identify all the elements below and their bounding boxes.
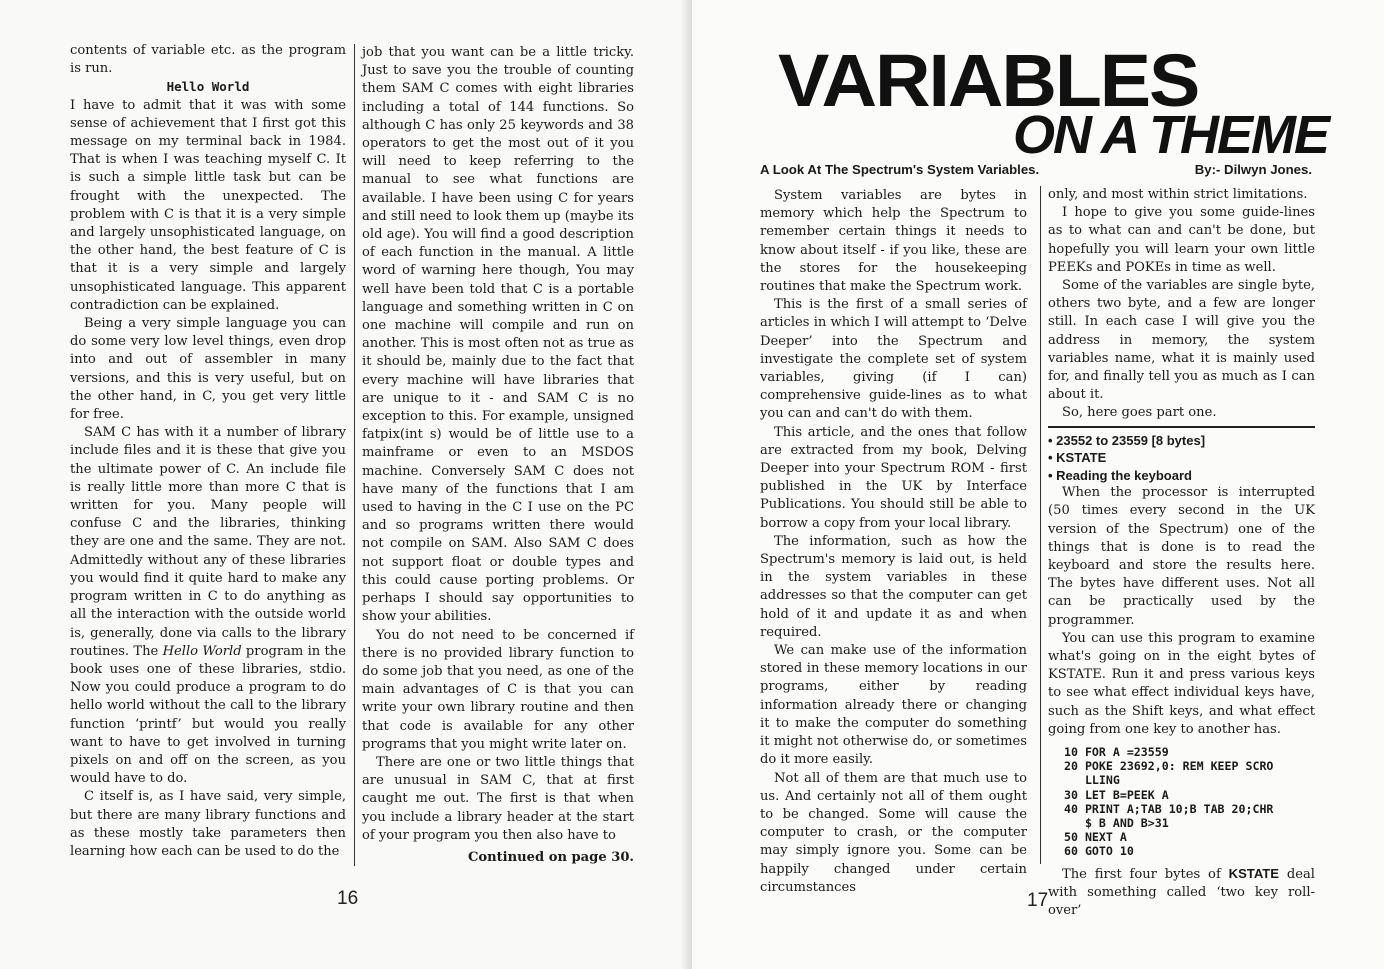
paragraph: This is the first of a small series of articles in which I will attempt to ‘Delve Deeper’ into the Spectrum and investigate the complete set of system variables, giving (if I can) comprehensive guide-lines as to what you can and can't do with them. — [760, 297, 1027, 422]
paragraph: You can use this program to examine what's going on in the eight bytes of KSTATE. Run it and press various keys to see what effect individual keys have, such as the Shift keys, and what effect going from one key to another has. — [1048, 630, 1315, 737]
page-number: 16 — [337, 888, 359, 909]
box-rule — [1048, 426, 1315, 428]
article-title-line-1: VARIABLES — [778, 39, 1199, 122]
paragraph: This article, and the ones that follow are extracted from my book, Delving Deeper into your Spectrum ROM - first published in the UK by Interface Publications. You should still be able to borrow a copy from your local library. — [760, 424, 1027, 531]
page-number: 17 — [1027, 890, 1049, 911]
italic-title: Hello World — [162, 643, 242, 659]
paragraph: only, and most within strict limitations. — [1048, 187, 1308, 202]
variable-purpose: • Reading the keyboard — [1048, 467, 1192, 483]
right-column-1 — [760, 187, 1027, 897]
strapline — [760, 162, 1312, 177]
paragraph: contents of variable etc. as the program is run. — [70, 43, 346, 77]
paragraph: The information, such as how the Spectrum's memory is laid out, is held in the system variables in these addresses so that the computer can get hold of it and update it as and when required. — [760, 533, 1027, 640]
paragraph: Some of the variables are single byte, others two byte, and a few are longer still. In each case I will give you the address in memory, the system variables name, what it is mainly used for, and finally tell you as much as I can about it. — [1048, 278, 1315, 403]
article-title-line-2: ON A THEME — [1013, 105, 1328, 165]
variable-address: • 23552 to 23559 [8 bytes] — [1048, 432, 1206, 448]
text-run: SAM C has with it a number of library include files and it is these that give you the ultimate power of C. An include file is really little more than more C that is written for you. Many people will confuse C and the libraries, thinking they are one and the same. They are not. Admittedly without any of these libraries you would find it quite hard to make any program written in C to do anything as all the interaction with the outside world is, generally, done via calls to the library routines. The — [70, 425, 346, 659]
paragraph: C itself is, as I have said, very simple, but there are many library functions and as these mostly take parameters then learning how each can be used to do the — [70, 789, 346, 859]
section-subhead: Hello World — [166, 79, 250, 95]
column-rule — [354, 44, 355, 866]
text-run: deal with something called ‘two key roll-over’ — [1048, 866, 1315, 919]
standfirst: A Look At The Spectrum's System Variables. — [760, 162, 1040, 177]
paragraph: I have to admit that it was with some sense of achievement that I first got this message on my terminal back in 1984. That is when I was teaching myself C. It is such a simple little task but can be frought with the unexpected. The problem with C is that it is a very simple and largely unsophisticated language, on the other hand, the best feature of C is that it is a very simple and largely unsophisticated language. This apparent contradiction can be explained. — [70, 97, 346, 313]
paragraph — [70, 424, 346, 788]
paragraph: When the processor is interrupted (50 times every second in the UK version of the Spectrum) one of the things that is done is to read the keyboard and store the results here. The bytes have different uses. Not all can be practically used by the programmer. — [1048, 485, 1315, 628]
variable-name: • KSTATE — [1048, 450, 1107, 466]
continued-note: Continued on page 30. — [467, 849, 634, 865]
keyword: KSTATE — [1228, 865, 1280, 881]
left-column-1 — [70, 42, 346, 861]
left-column-2 — [362, 44, 634, 867]
paragraph: I hope to give you some guide-lines as to what can and can't be done, but hopefully you will learn your own little PEEKs and POKEs in time as well. — [1048, 205, 1315, 275]
paragraph: So, here goes part one. — [1062, 405, 1217, 421]
paragraph: Not all of them are that much use to us. And certainly not all of them ought to be changed. Some will cause the computer to crash, or the computer may simply ignore you. Some can be happily changed under certain circumstances — [760, 770, 1027, 895]
byline: By:- Dilwyn Jones. — [1194, 162, 1312, 177]
text-run: The first four bytes of — [1062, 866, 1229, 882]
paragraph: We can make use of the information stored in these memory locations in our programs, either by reading information already there or changing it to make the computer do something it might not otherwise do, or sometimes do it more easily. — [760, 643, 1027, 768]
paragraph: You do not need to be concerned if there is no provided library function to do some job that you need, as one of the main advantages of C is that you can write your own library routine and then that code is available for any other programs that you might write later on. — [362, 627, 634, 752]
column-rule — [1040, 186, 1041, 864]
right-column-2 — [1048, 186, 1315, 920]
paragraph: There are one or two little things that are unusual in SAM C, that at first caught me out. The first is that when you include a library header at the start of your program you then also have to — [362, 754, 634, 843]
paragraph — [1048, 865, 1315, 921]
text-run: program in the book uses one of these libraries, stdio. Now you could produce a program to do hello world without the call to the library function ‘printf’ but would you really want to have to get involved in turning pixels on and off on the screen, as you would have to do. — [70, 643, 346, 787]
paragraph: System variables are bytes in memory which help the Spectrum to remember certain things it needs to know about itself - if you like, these are the stores for the housekeeping routines that make the Spectrum work. — [760, 188, 1027, 295]
paragraph: job that you want can be a little tricky. Just to save you the trouble of counting them SAM C comes with eight libraries including a total of 144 functions. So although C has only 25 keywords and 38 operators to get the most out of it you will need to keep referring to the manual to see what functions are available. I have been using C for years and still need to look them up (maybe its old age). You will find a good description of each function in the manual. A little word of warning here though, You may well have been told that C is a portable language and something written in C on one machine will compile and run on another. This is most often not as true as it should be, mainly due to the fact that every machine will have libraries that are unique to it - and SAM C is no exception to this. For example, unsigned fatpix(int s) would be of little use to a mainframe or even to an MSDOS machine. Conversely SAM C does not have many of the functions that I am used to having in the C I use on the PC and so programs written there would not compile on SAM. Also SAM C does not support float or double types and this could cause porting problems. Or perhaps I should say opportunities to show your abilities. — [362, 45, 634, 625]
paragraph: Being a very simple language you can do some very low level things, even drop into and out of assembler in many versions, and this is very useful, but on the other hand, in C, you get very little for free. — [70, 316, 346, 423]
basic-listing: 10 FOR A =23559 20 POKE 23692,0: REM KEEP SCRO LLING 30 LET B=PEEK A 40 PRINT A;TAB 10;B TAB 20;CHR $ B AND B>31 50 NEXT A 60 GOTO 10 — [1064, 744, 1274, 859]
